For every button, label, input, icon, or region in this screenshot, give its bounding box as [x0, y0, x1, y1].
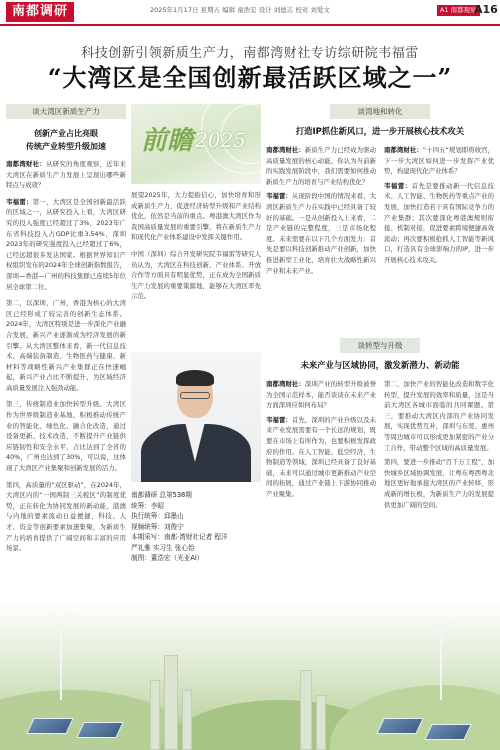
credit-line: 统筹：李昭 [131, 501, 164, 510]
speaker-label: 韦福雷： [266, 192, 292, 201]
credit-line: 本期采写：南都·湾财社记者 程洋 [131, 533, 228, 541]
speaker-label: 韦福雷： [6, 197, 33, 206]
solar-panel-icon [424, 724, 471, 740]
answer-paragraph: 第二，加快产业的智能化改造和数字化转型，提升发展的效率和质量，这是当前大湾区各城市面临的共同课题。第三，要推动大湾区内部的产业协同发展，实现优势互补，深圳与东莞、惠州等周边城市可以形成更加紧密的产业分工合作，带动整个区域的高质量发展。 [384, 380, 494, 452]
answer-paragraph: 第三，传统制造业加快转型升级。大湾区作为世界级制造业基地，积极推动传统产业的智能化、绿色化、融合化改造，通过设备更新、技术改造，不断提升产业链供应链韧性和安全水平，占比达到了全省的40%，广州也达到了30%，可以说，这体现了大湾区产业集聚和创新发展的活力。 [6, 400, 126, 473]
green-city-illustration [0, 600, 500, 750]
answer-paragraph: 韦福雷：首先，深圳的产业升级以及未来产业发展需要有一个长远的规划，既要在市场上有所作为，也要积极发挥政府的作用。在人工智能、低空经济、生物制造等领域，深圳已经具备了良好基础，未来可以通过城市更新推动产业空间的拓展，通过产业链上下游协同推动产业聚集。 [266, 415, 377, 498]
transformation-section [266, 338, 494, 510]
question-paragraph: 南都湾财社：从研究的角度观察，近年来大湾区在新质生产力发展上呈现出哪些新特点与成效？ [6, 160, 127, 190]
building-shape [182, 690, 192, 750]
banner-year: 2025 [195, 128, 246, 152]
section-tag-transformation: 谈转型与升级 [340, 338, 420, 353]
middle-column [131, 104, 261, 302]
intro-paragraph: 中国（深圳）综合开发研究院韦福雷等研究人员认为，大湾区在科技创新、产业体系、开放合作等方面具有明显优势，正在成为全国新质生产力发展的重要策源地，能够在大湾区率先示范。 [131, 249, 261, 301]
masthead [0, 0, 500, 26]
building-shape [316, 695, 326, 750]
answer-paragraph: 第四，要进一步推动“百千万工程”，加快城乡区域协调发展，让粤东粤西粤北地区更好地承接大湾区的产业转移，形成新的增长极，为新质生产力的发展提供更加广阔的空间。 [384, 458, 494, 509]
credits-block [131, 490, 261, 564]
speaker-label: 南都湾财社： [6, 160, 47, 168]
solar-panel-icon [76, 722, 123, 738]
issue-meta: 2025年1月17日 星期五 编辑 童浩宏 设计 刘德志 校对 刘爱文 [150, 6, 330, 14]
transformation-subtitle: 未来产业与区域协同，激发新潜力、新动能 [300, 360, 460, 370]
speaker-label: 南都湾财社： [384, 146, 423, 154]
right-top-subtitle: 打造IP抓住新风口，进一步开展核心技术攻关 [295, 126, 465, 136]
credit-line: 执行统筹：邱墨山 [131, 512, 184, 520]
credit-line: 南都调研 总第538期 [131, 491, 192, 499]
left-column [6, 104, 126, 554]
left-subtitle: 创新产业占比亮眼 传统产业转型升级加速 [26, 129, 106, 151]
section-badge: A1 南都观察 [437, 5, 480, 16]
answer-paragraph: 韦福雷：首先是要推动新一代信息技术、人工智能、生物医药等重点产业的发展，加快打造若干具有国际竞争力的产业集群；其次要深化粤港澳规则衔接、机制对接，促进要素跨境便捷高效流动；再次要积极抢抓人工智能等新风口，打造具有全球影响力的IP，进一步开展核心技术攻关。 [384, 181, 495, 264]
answer-paragraph: 第四，高质量的“双区驱动”，在2024年，大湾区内的“一国两制三关税区”的制度优势，正在转化为协同发展的新动能，港澳与内地的要素流动日益便捷，科技、人才、资金等创新要素加速集聚，为新质生产力的培育提供了广阔空间和丰富的应用场景。 [6, 480, 126, 553]
speaker-label: 韦福雷： [266, 415, 292, 424]
speaker-label: 韦福雷： [384, 181, 412, 190]
speaker-label: 南都湾财社： [266, 380, 305, 388]
interviewee-photo [131, 352, 261, 482]
credit-line: 视频统筹：刘俊宁 [131, 522, 184, 531]
headline-kicker: 科技创新引领新质生产力，南都湾财社专访综研院韦福雷 [81, 46, 419, 61]
banner-title: 前瞻 [141, 126, 194, 156]
answer-paragraph: 韦福雷：第一，大湾区是全国创新最活跃的区域之一，从研究投入上看，大湾区研究的投入强度已经超过了3%，2023年广东省科技投入占GDP比重3.54%，深圳2023年的研究强度投入已经超过了6%，已经远超很多发达国家。根据世界知识产权组织发布的2024年全球创新指数报告，深圳—香港—广州的科技集群已连续5年位居全球第二位。 [6, 197, 127, 291]
solar-panel-icon [26, 718, 73, 734]
answer-paragraph: 第二，以深圳、广州、香港为核心的大湾区已经形成了较完善的创新生态体系。2024年，大湾区特别是进一步深化产业融合发展，新兴产业逐渐成为经济发展的新引擎。从大湾区整体来看，新一代信息技术、高端装备制造、生物医药与健康、新材料等战略性新兴产业集群正在快速崛起，新兴产业占比不断提升，为区域经济高质量发展注入强劲动能。 [6, 299, 126, 392]
credit-line: 严礼雅 实习生 张心怡 [131, 543, 195, 552]
outlook-banner [131, 104, 261, 184]
section-tag-new-productivity: 谈大湾区新质生产力 [6, 104, 126, 119]
speaker-label: 南都湾财社： [266, 146, 305, 154]
building-shape [300, 670, 312, 750]
headline: “大湾区是全国创新最活跃区域之一” [47, 63, 453, 92]
section-tag-conversion: 谈湾地和转化 [330, 104, 430, 119]
building-shape [150, 680, 160, 750]
question-paragraph: 南都湾财社：新质生产力已经成为驱动高质量发展的核心动能。你认为当前新的实践发展阶段中，我们需要如何推动新质生产力的培育与产业结构优化？ [266, 146, 377, 186]
solar-panel-icon [376, 718, 423, 734]
column-brand: 南都调研 [6, 2, 74, 22]
question-paragraph: 南都湾财社：“十四五”规划即将收官，下一步大湾区如何进一步发挥产业优势，构建现代化产业体系？ [384, 146, 495, 176]
question-paragraph: 南都湾财社：深圳产业的转型升级被誉为全国示范样本，能否谈谈在未来产业方面深圳应如何布局？ [266, 380, 377, 410]
page-number: A16 [474, 3, 498, 16]
credit-line: 制图：董浩宏（光亚AI） [131, 554, 204, 562]
intro-paragraph: 展望2025年，大力提振信心，加快培育和形成新质生产力，促进经济转型升级和产业结构优化，依然是当前的重点。粤港澳大湾区作为我国高质量发展的重要引擎，将在新质生产力和现代化产业体系建设中发挥关键作用。 [131, 191, 261, 242]
answer-paragraph: 韦福雷：从现阶段中国的情况来看，大湾区新质生产力在实践中已经具备了较好的基础。一是从创新投入上来看，二是产业链的完整程度，三是市场化程度。未来需要在以下几个方面发力：首先是要以科技创新推动产业创新，加快推进新型工业化，培育壮大战略性新兴产业和未来产业。 [266, 192, 377, 275]
right-top-section [266, 104, 494, 276]
building-shape [164, 655, 178, 750]
